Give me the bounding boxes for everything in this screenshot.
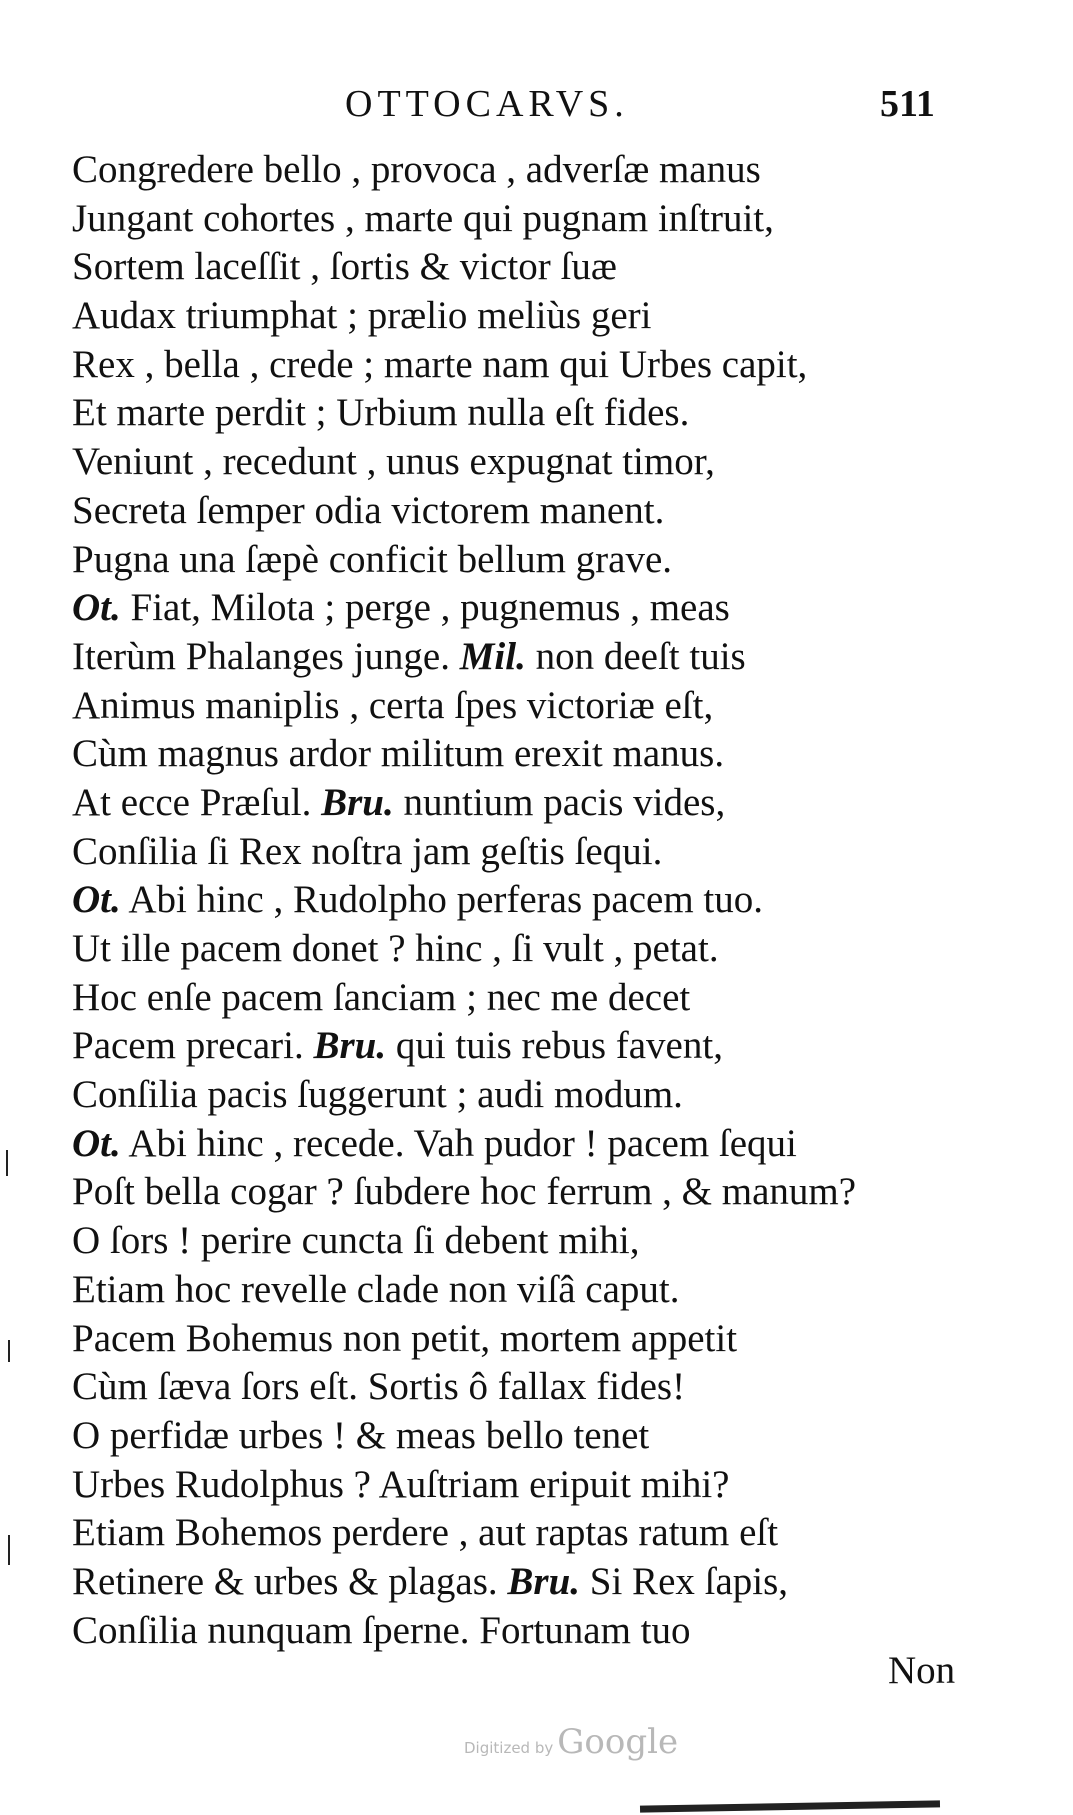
line-text: non deeſt tuis (525, 634, 746, 678)
line-text: Si Rex ſapis, (580, 1559, 789, 1603)
verse-line (72, 536, 992, 585)
line-text: Pacem Bohemus non petit, mortem appetit (72, 1316, 738, 1360)
verse-line (72, 876, 992, 925)
speaker-label: Ot. (72, 878, 121, 922)
speaker-label: Mil. (459, 634, 526, 678)
speaker-label: Ot. (72, 586, 121, 630)
line-text: Abi hinc , recede. Vah pudor ! pacem ſequi (120, 1121, 797, 1165)
line-text: Fiat, Milota ; perge , pugnemus , meas (120, 586, 730, 630)
line-text: Pacem precari. (72, 1024, 314, 1068)
line-text: Conſilia pacis ſuggerunt ; audi modum. (72, 1073, 683, 1117)
verse-line (72, 1266, 992, 1315)
verse-line (72, 1412, 992, 1461)
verse-line (72, 292, 992, 341)
verse-line (72, 584, 992, 633)
verse-line (72, 1509, 992, 1558)
running-title: OTTOCARVS. (345, 83, 629, 125)
line-text: Hoc enſe pacem ſanciam ; nec me decet (72, 975, 691, 1019)
line-text: Poſt bella cogar ? ſubdere hoc ferrum , & manum? (72, 1170, 857, 1214)
verse-line (72, 1363, 992, 1412)
line-text: Sortem laceſſit , ſortis & victor ſuæ (72, 245, 617, 289)
verse-line (72, 633, 992, 682)
line-text: qui tuis rebus favent, (386, 1024, 723, 1068)
line-text: Pugna una ſæpè conficit bellum grave. (72, 537, 673, 581)
scan-margin-mark (8, 1340, 10, 1362)
verse-line (72, 1168, 992, 1217)
line-text: Congredere bello , provoca , adverſæ manus (72, 148, 761, 191)
verse-line (72, 828, 992, 877)
verse-line (72, 682, 992, 731)
verse-line (72, 146, 992, 195)
verse-line (72, 1558, 992, 1607)
scan-margin-mark (6, 1150, 8, 1176)
verse-line (72, 925, 992, 974)
verse-line (72, 341, 992, 390)
line-text: At ecce Præſul. (72, 780, 322, 824)
speaker-label: Bru. (507, 1559, 581, 1603)
speaker-label: Bru. (321, 780, 394, 824)
verse-line (72, 730, 992, 779)
verse-line (72, 1607, 992, 1656)
line-text: nuntium pacis vides, (393, 780, 726, 824)
verse-line (72, 1022, 992, 1071)
line-text: Conſilia ſi Rex noſtra jam geſtis ſequi. (72, 829, 663, 873)
line-text: Cùm ſæva ſors eſt. Sortis ô fallax fides! (72, 1365, 686, 1409)
line-text: Et marte perdit ; Urbium nulla eſt fides. (72, 391, 690, 435)
verse-text (72, 146, 992, 1655)
line-text: Ut ille pacem donet ? hinc , ſi vult , petat. (72, 927, 719, 970)
line-text: Etiam Bohemos perdere , aut raptas ratum eſt (72, 1511, 779, 1555)
line-text: Retinere & urbes & plagas. (72, 1559, 508, 1603)
line-text: O perfidæ urbes ! & meas bello tenet (72, 1413, 650, 1457)
line-text: O ſors ! perire cuncta ſi debent mihi, (72, 1219, 640, 1263)
line-text: Cùm magnus ardor militum erexit manus. (72, 732, 725, 776)
google-logo: Google (557, 1722, 679, 1762)
catchword: Non (888, 1649, 956, 1692)
line-text: Iterùm Phalanges junge. (72, 634, 460, 678)
verse-line (72, 1217, 992, 1266)
line-text: Audax triumphat ; prælio meliùs geri (72, 294, 652, 338)
line-text: Secreta ſemper odia victorem manent. (72, 488, 665, 532)
line-text: Veniunt , recedunt , unus expugnat timor, (72, 440, 715, 484)
verse-line (72, 389, 992, 438)
verse-line (72, 1461, 992, 1510)
speaker-label: Bru. (313, 1024, 387, 1068)
verse-line (72, 1315, 992, 1364)
watermark-prefix: Digitized by (464, 1739, 554, 1757)
verse-line (72, 243, 992, 292)
scan-bottom-edge (640, 1800, 940, 1812)
line-text: Jungant cohortes , marte qui pugnam inſtruit, (72, 196, 774, 240)
line-text: Etiam hoc revelle clade non viſâ caput. (72, 1267, 680, 1311)
line-text: Rex , bella , crede ; marte nam qui Urbes capit, (72, 342, 808, 386)
verse-line (72, 438, 992, 487)
speaker-label: Ot. (72, 1121, 121, 1165)
verse-line (72, 195, 992, 244)
verse-line (72, 974, 992, 1023)
line-text: Urbes Rudolphus ? Auſtriam eripuit mihi? (72, 1462, 730, 1506)
verse-line (72, 1071, 992, 1120)
digitized-watermark (464, 1722, 678, 1762)
scan-margin-mark (8, 1535, 10, 1565)
line-text: Abi hinc , Rudolpho perferas pacem tuo. (120, 878, 764, 922)
verse-line (72, 779, 992, 828)
line-text: Animus maniplis , certa ſpes victoriæ eſt, (72, 683, 714, 727)
page-number: 511 (880, 83, 935, 125)
line-text: Conſilia nunquam ſperne. Fortunam tuo (72, 1608, 691, 1652)
verse-line (72, 1120, 992, 1169)
page-header (0, 82, 1073, 142)
verse-line (72, 487, 992, 536)
